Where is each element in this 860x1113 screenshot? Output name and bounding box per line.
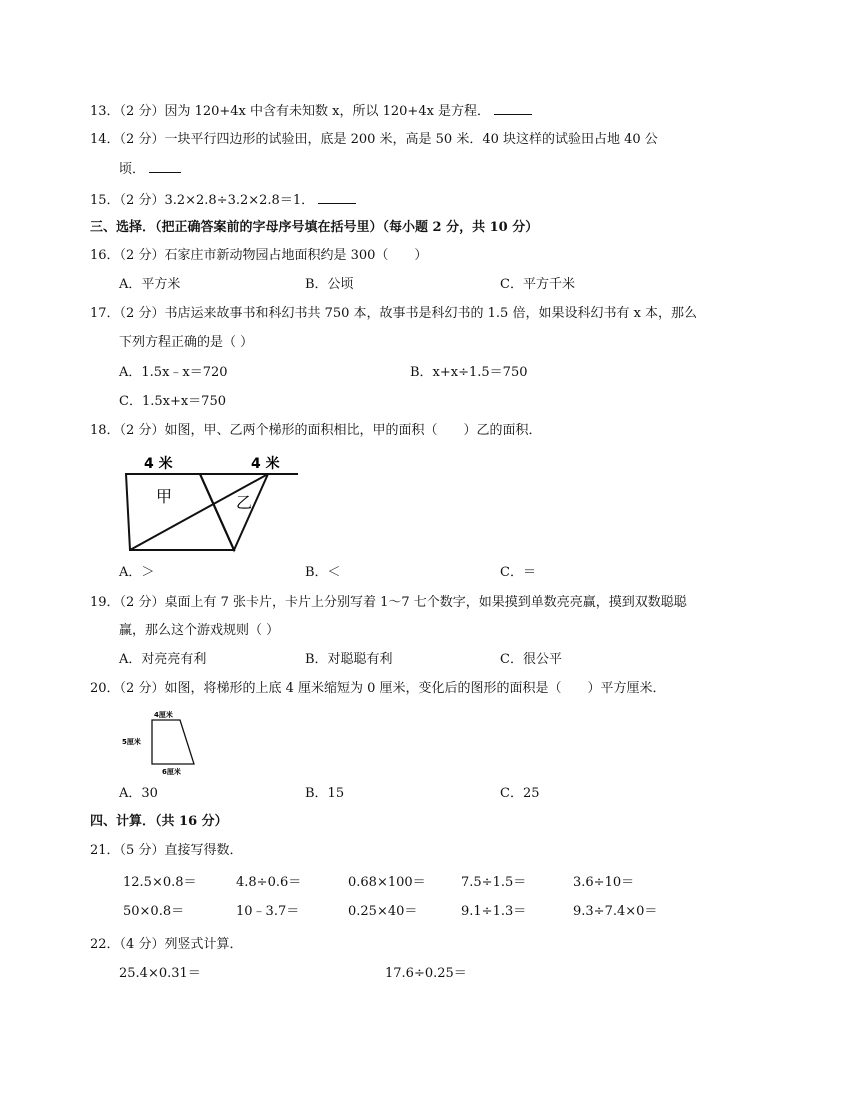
diagonal-line xyxy=(130,474,268,550)
question-20: 20．（2 分）如图，将梯形的上底 4 厘米缩短为 0 厘米，变化后的图形的面积是（ ）平方厘米． xyxy=(90,681,666,696)
trapezoid-figure xyxy=(118,708,208,778)
question-16: 16．（2 分）石家庄市新动物园占地面积约是 300（ ） xyxy=(90,248,428,263)
calc-item: 4.8÷0.6＝ xyxy=(236,875,302,890)
question-13-text: 13．（2 分）因为 120+4x 中含有未知数 x，所以 120+4x 是方程． xyxy=(90,104,491,119)
vertical-calc-item: 25.4×0.31＝ xyxy=(119,966,201,981)
question-17-line2: 下列方程正确的是（ ） xyxy=(119,335,254,350)
calc-item: 10﹣3.7＝ xyxy=(236,904,300,919)
label-jia: 甲 xyxy=(156,487,173,506)
question-15-text: 15．（2 分）3.2×2.8÷3.2×2.8＝1． xyxy=(90,193,315,208)
calc-item: 3.6÷10＝ xyxy=(573,875,635,890)
calc-item: 9.1÷1.3＝ xyxy=(461,904,527,919)
trapezoid-shape xyxy=(152,720,194,764)
q19-option-b[interactable]: B．对聪聪有利 xyxy=(305,652,393,667)
calc-item: 12.5×0.8＝ xyxy=(123,875,197,890)
question-19-line2: 赢，那么这个游戏规则（ ） xyxy=(119,623,280,638)
vertical-calc-item: 17.6÷0.25＝ xyxy=(385,966,467,981)
section-3-title: 三、选择．（把正确答案前的字母序号填在括号里）（每小题 2 分，共 10 分） xyxy=(90,220,539,235)
q17-option-c[interactable]: C．1.5x+x＝750 xyxy=(119,394,226,409)
q16-option-c[interactable]: C．平方千米 xyxy=(500,277,575,292)
calc-item: 7.5÷1.5＝ xyxy=(461,875,527,890)
q17-option-a[interactable]: A．1.5x﹣x＝720 xyxy=(119,365,228,380)
label-4m-left: 4 米 xyxy=(144,456,173,472)
q20-option-b[interactable]: B．15 xyxy=(305,786,345,801)
question-17-line1: 17．（2 分）书店运来故事书和科幻书共 750 本，故事书是科幻书的 1.5 倍，如果设科幻书有 x 本，那么 xyxy=(90,306,698,321)
label-yi: 乙 xyxy=(236,493,253,512)
answer-blank[interactable] xyxy=(318,191,356,204)
answer-blank[interactable] xyxy=(149,160,181,173)
calc-item: 9.3÷7.4×0＝ xyxy=(573,904,658,919)
calc-item: 0.25×40＝ xyxy=(348,904,418,919)
q18-option-c[interactable]: C．＝ xyxy=(500,565,536,580)
q16-option-a[interactable]: A．平方米 xyxy=(119,277,181,292)
q18-option-b[interactable]: B．＜ xyxy=(305,565,341,580)
question-14-line2 xyxy=(119,160,181,179)
trapezoid-comparison-figure xyxy=(118,446,308,556)
question-14-line1: 14．（2 分）一块平行四边形的试验田，底是 200 米，高是 50 米．40 块这样的试验田占地 40 公 xyxy=(90,132,658,147)
answer-blank[interactable] xyxy=(494,102,532,115)
q18-option-a[interactable]: A．＞ xyxy=(119,565,155,580)
question-18: 18．（2 分）如图，甲、乙两个梯形的面积相比，甲的面积（ ）乙的面积． xyxy=(90,423,542,438)
label-top: 4厘米 xyxy=(154,711,173,719)
q20-option-a[interactable]: A．30 xyxy=(119,786,158,801)
q19-option-c[interactable]: C．很公平 xyxy=(500,652,562,667)
question-14-text: 顷． xyxy=(119,162,146,177)
q19-option-a[interactable]: A．对亮亮有利 xyxy=(119,652,207,667)
section-4-title: 四、计算．（共 16 分） xyxy=(90,814,228,829)
calc-item: 50×0.8＝ xyxy=(123,904,185,919)
question-21: 21．（5 分）直接写得数． xyxy=(90,843,243,858)
label-left: 5厘米 xyxy=(122,738,141,746)
question-15 xyxy=(90,191,356,210)
question-22: 22．（4 分）列竖式计算． xyxy=(90,937,243,952)
question-19-line1: 19．（2 分）桌面上有 7 张卡片，卡片上分别写着 1～7 七个数字，如果摸到单数亮亮赢，摸到双数聪聪 xyxy=(90,595,687,610)
q20-option-c[interactable]: C．25 xyxy=(500,786,540,801)
label-4m-right: 4 米 xyxy=(251,456,280,472)
question-13 xyxy=(90,102,532,121)
q17-option-b[interactable]: B．x+x÷1.5＝750 xyxy=(410,365,528,380)
label-bottom: 6厘米 xyxy=(162,768,181,776)
calc-item: 0.68×100＝ xyxy=(348,875,426,890)
q16-option-b[interactable]: B．公顷 xyxy=(305,277,354,292)
